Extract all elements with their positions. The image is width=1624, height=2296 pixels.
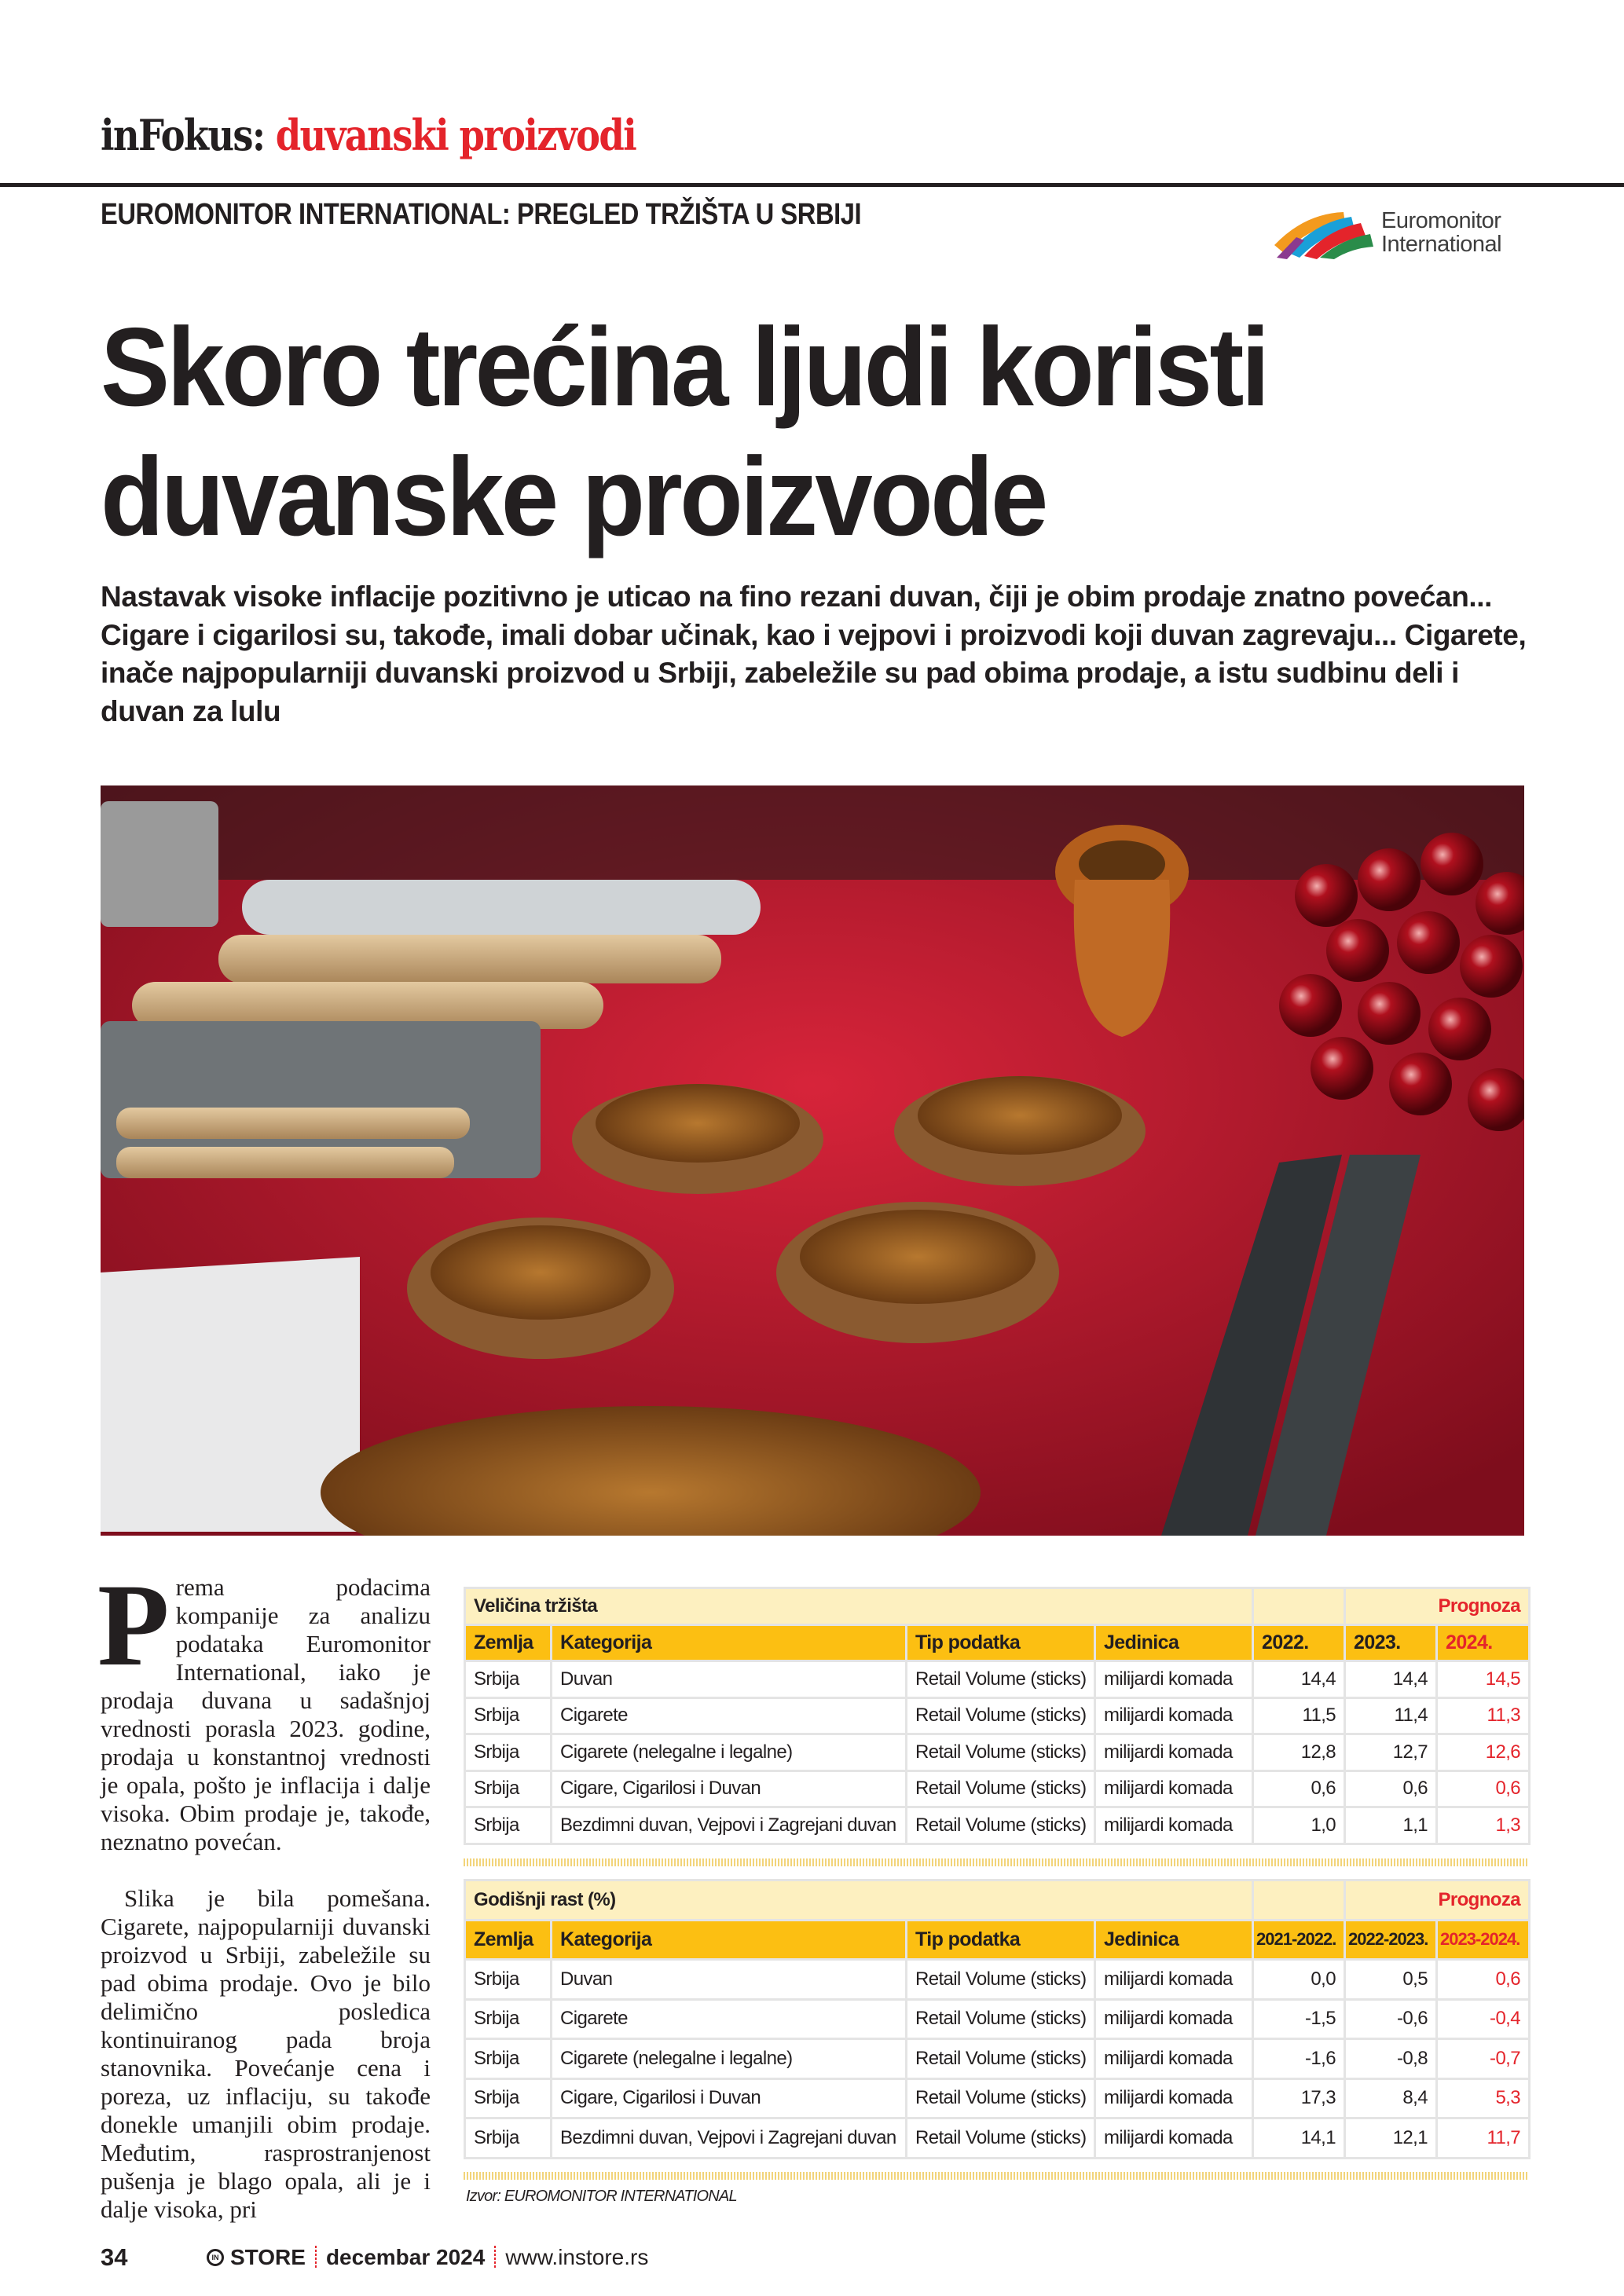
table-cell: 11,3	[1437, 1697, 1530, 1734]
table-cell: Srbija	[465, 1960, 552, 2000]
table-row	[465, 2078, 1530, 2118]
table-cell: 0,6	[1253, 1771, 1345, 1807]
table-cell: Retail Volume (sticks)	[907, 2118, 1095, 2159]
table-row	[465, 1807, 1530, 1844]
euromonitor-logo	[1273, 206, 1524, 261]
paragraph-2: Slika je bila pomešana. Cigarete, najpopularniji duvanski proizvod u Srbiji, zabeležile su pad obima prodaje. Ovo je bilo delimično posledica kontinuiranog pada broja stanovnika. Povećanje cena i poreza, uz inflaciju, su takođe donekle umanjili obim prodaje. Međutim, rasprostranjenost pušenja je blago opala, ali je i dalje visoka, pri	[101, 1884, 431, 2223]
table-cell: 11,5	[1253, 1697, 1345, 1734]
table-cell: Srbija	[465, 2078, 552, 2118]
table-cell: Cigarete (nelegalne i legalne)	[552, 2039, 907, 2079]
table-cell: Bezdimni duvan, Vejpovi i Zagrejani duvan	[552, 2118, 907, 2159]
footer-separator	[494, 2246, 496, 2269]
dotted-divider	[464, 2172, 1528, 2180]
table-cell: 12,7	[1345, 1734, 1437, 1771]
table-row	[465, 1734, 1530, 1771]
subheading: EUROMONITOR INTERNATIONAL: PREGLED TRŽIŠTA U SRBIJI	[101, 198, 862, 231]
table-caption: Veličina tržišta	[465, 1588, 1253, 1625]
table-cell: 1,0	[1253, 1807, 1345, 1844]
col-header: 2022.	[1253, 1624, 1345, 1661]
table-row	[465, 1661, 1530, 1698]
col-header: 2022-2023.	[1345, 1920, 1437, 1960]
issue-date: decembar 2024	[325, 2245, 486, 2269]
table-cell: Retail Volume (sticks)	[907, 1807, 1095, 1844]
table-cell: Srbija	[465, 1661, 552, 1698]
table-row	[465, 1999, 1530, 2039]
table-cell: 5,3	[1437, 2078, 1530, 2118]
table-cell: 0,5	[1345, 1960, 1437, 2000]
table-cell: 11,4	[1345, 1697, 1437, 1734]
table-cell: Srbija	[465, 2118, 552, 2159]
forecast-label: Prognoza	[1345, 1880, 1530, 1921]
website-link[interactable]: www.instore.rs	[505, 2245, 649, 2269]
table-cell: milijardi komada	[1095, 2118, 1253, 2159]
table-cell: -0,8	[1345, 2039, 1437, 2079]
col-header: Tip podatka	[907, 1624, 1095, 1661]
col-header: Zemlja	[465, 1624, 552, 1661]
table-cell: milijardi komada	[1095, 1807, 1253, 1844]
table-cell: 0,6	[1437, 1771, 1530, 1807]
tobacco-products-photo	[101, 785, 1524, 1536]
table-cell: -0,4	[1437, 1999, 1530, 2039]
table-cell: milijardi komada	[1095, 1960, 1253, 2000]
table-cell: 0,0	[1253, 1960, 1345, 2000]
table-cell: milijardi komada	[1095, 1771, 1253, 1807]
table-cell: 14,5	[1437, 1661, 1530, 1698]
col-header: Kategorija	[552, 1624, 907, 1661]
table-row	[465, 2118, 1530, 2159]
forecast-label: Prognoza	[1345, 1588, 1530, 1625]
section-kicker	[101, 110, 636, 160]
table-row	[465, 2039, 1530, 2079]
table-cell: milijardi komada	[1095, 1999, 1253, 2039]
col-header: 2021-2022.	[1253, 1920, 1345, 1960]
article-body	[97, 1560, 431, 2252]
table-row	[465, 1771, 1530, 1807]
table-cell: 1,3	[1437, 1807, 1530, 1844]
col-header: Kategorija	[552, 1920, 907, 1960]
table-cell: Retail Volume (sticks)	[907, 2039, 1095, 2079]
table-cell: Cigarete	[552, 1697, 907, 1734]
table-cell: 14,4	[1253, 1661, 1345, 1698]
table-cell: 11,7	[1437, 2118, 1530, 2159]
table-cell: 17,3	[1253, 2078, 1345, 2118]
col-header: 2023.	[1345, 1624, 1437, 1661]
table-cell: 8,4	[1345, 2078, 1437, 2118]
col-header: Zemlja	[465, 1920, 552, 1960]
table-header-row	[465, 1920, 1530, 1960]
table-cell: 0,6	[1437, 1960, 1530, 2000]
magazine-brand: STORE	[230, 2245, 306, 2269]
table-cell: Srbija	[465, 1999, 552, 2039]
table-cell: Retail Volume (sticks)	[907, 1960, 1095, 2000]
table-cell: 12,8	[1253, 1734, 1345, 1771]
table-cell: Srbija	[465, 2039, 552, 2079]
footer-separator	[315, 2246, 317, 2269]
table-cell: Retail Volume (sticks)	[907, 1661, 1095, 1698]
source-note: Izvor: EUROMONITOR INTERNATIONAL	[466, 2188, 737, 2205]
table-cell: 12,6	[1437, 1734, 1530, 1771]
table-cell: Bezdimni duvan, Vejpovi i Zagrejani duvan	[552, 1807, 907, 1844]
article-title	[101, 302, 1438, 562]
table-cell: Retail Volume (sticks)	[907, 1734, 1095, 1771]
table-cell: -1,5	[1253, 1999, 1345, 2039]
table-caption: Godišnji rast (%)	[465, 1880, 1253, 1921]
market-size-table	[464, 1587, 1531, 1845]
table-cell: 14,4	[1345, 1661, 1437, 1698]
table-row	[465, 1960, 1530, 2000]
table-cell: Retail Volume (sticks)	[907, 1999, 1095, 2039]
logo-line-1: Euromonitor	[1381, 208, 1501, 233]
table-cell: 14,1	[1253, 2118, 1345, 2159]
table-cell: -0,6	[1345, 1999, 1437, 2039]
kicker-prefix: inFokus:	[101, 110, 265, 160]
table-cell: milijardi komada	[1095, 2039, 1253, 2079]
drop-cap: P	[97, 1560, 170, 1690]
table-row	[465, 1697, 1530, 1734]
logo-arc-icon	[1273, 206, 1375, 261]
col-header: 2023-2024.	[1437, 1920, 1530, 1960]
table-cell: Duvan	[552, 1661, 907, 1698]
table-cell: Retail Volume (sticks)	[907, 1697, 1095, 1734]
col-header: Jedinica	[1095, 1920, 1253, 1960]
table-cell: Retail Volume (sticks)	[907, 1771, 1095, 1807]
table-cell: -1,6	[1253, 2039, 1345, 2079]
table-cell: Cigare, Cigarilosi i Duvan	[552, 1771, 907, 1807]
annual-growth-table	[464, 1879, 1531, 2159]
table-cell: 0,6	[1345, 1771, 1437, 1807]
paragraph-1: rema podacima kompanije za analizu podataka Euromonitor International, iako je prodaja duvana u sadašnjoj vrednosti porasla 2023. godine, prodaja u konstantnoj vrednosti je opala, pošto je inflacija i dalje visoka. Obim prodaje je, takođe, neznatno povećan.	[101, 1573, 431, 1855]
col-header: Tip podatka	[907, 1920, 1095, 1960]
title-line-2: duvanske proizvode	[101, 434, 1046, 559]
logo-line-2: International	[1381, 232, 1502, 257]
col-header: Jedinica	[1095, 1624, 1253, 1661]
table-cell: Cigarete (nelegalne i legalne)	[552, 1734, 907, 1771]
table-cell: Srbija	[465, 1807, 552, 1844]
article-lead: Nastavak visoke inflacije pozitivno je uticao na fino rezani duvan, čiji je obim prodaje znatno povećan... Cigare i cigarilosi su, takođe, imali dobar učinak, kao i vejpovi i proizvodi koji duvan zagrevaju... Cigarete, inače najpopularniji duvanski proizvod u Srbiji, zabeležile su pad obima prodaje, a istu sudbinu deli i duvan za lulu	[101, 580, 1527, 727]
header-divider	[0, 183, 1624, 187]
table-cell: Retail Volume (sticks)	[907, 2078, 1095, 2118]
table-cell: Cigare, Cigarilosi i Duvan	[552, 2078, 907, 2118]
dotted-divider	[464, 1858, 1528, 1866]
page-footer	[101, 2243, 648, 2272]
page-number: 34	[101, 2243, 128, 2271]
table-cell: milijardi komada	[1095, 1661, 1253, 1698]
title-line-1: Skoro trećina ljudi koristi	[101, 305, 1267, 430]
table-cell: 1,1	[1345, 1807, 1437, 1844]
instore-logo-icon: IN	[207, 2249, 224, 2266]
table-cell: 12,1	[1345, 2118, 1437, 2159]
table-cell: Srbija	[465, 1734, 552, 1771]
col-header: 2024.	[1437, 1624, 1530, 1661]
table-cell: Duvan	[552, 1960, 907, 2000]
table-header-row	[465, 1624, 1530, 1661]
table-cell: -0,7	[1437, 2039, 1530, 2079]
table-cell: Srbija	[465, 1697, 552, 1734]
table-cell: milijardi komada	[1095, 2078, 1253, 2118]
kicker-topic: duvanski proizvodi	[275, 110, 636, 160]
table-cell: milijardi komada	[1095, 1734, 1253, 1771]
table-cell: milijardi komada	[1095, 1697, 1253, 1734]
table-cell: Cigarete	[552, 1999, 907, 2039]
table-cell: Srbija	[465, 1771, 552, 1807]
